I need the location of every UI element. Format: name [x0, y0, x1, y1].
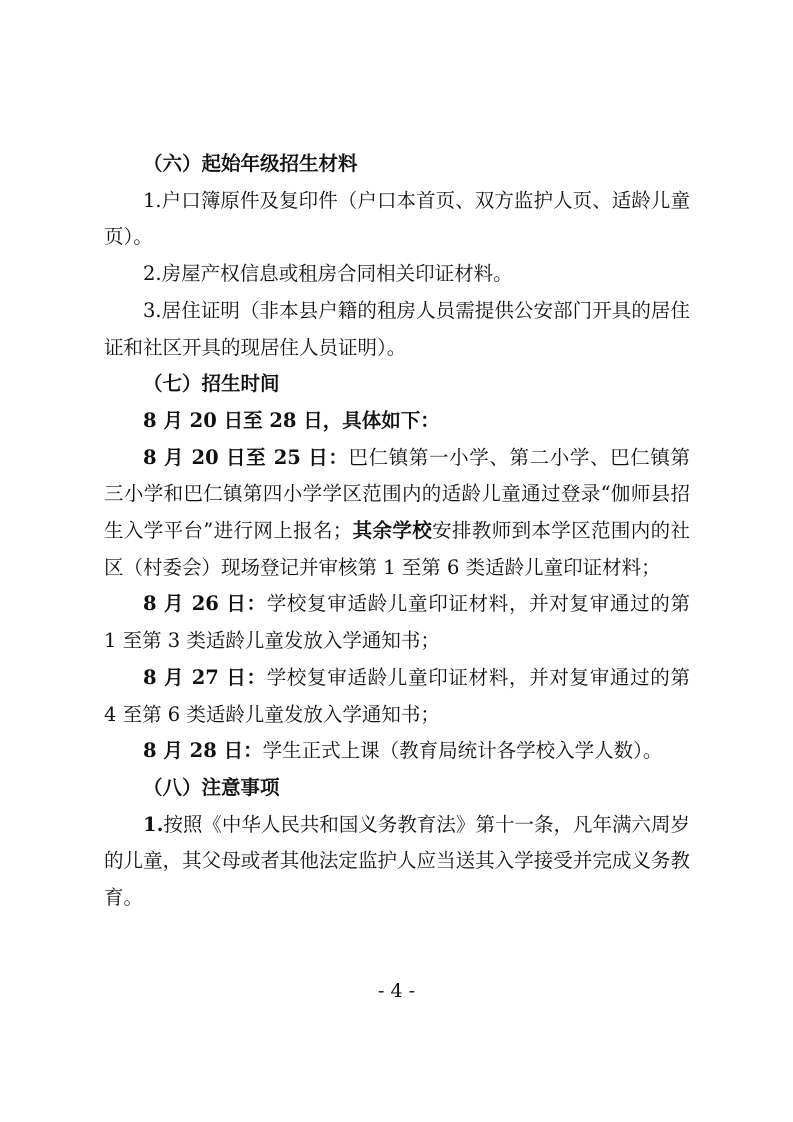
enrollment-period-2	[104, 586, 690, 659]
enrollment-period-1	[104, 440, 690, 587]
period-4-text: 学生正式上课（教育局统计各学校入学人数）。	[262, 739, 663, 763]
section-6-item-1: 1.户口簿原件及复印件（户口本首页、双方监护人页、适龄儿童页）。	[104, 188, 690, 249]
period-1-text-b: 安排教师到本学区范围内的社区（村委会）现场登记并审核第 1 至第 6 类适龄儿童印证材料；	[104, 519, 690, 579]
period-3-date: 8 月 27 日：	[143, 665, 267, 689]
period-2-text: 学校复审适龄儿童印证材料，并对复审通过的第 1 至第 3 类适龄儿童发放入学通知书；	[104, 592, 690, 653]
enrollment-period-3	[104, 660, 690, 733]
period-4-date: 8 月 28 日：	[143, 739, 263, 763]
section-8-item-1	[104, 807, 690, 917]
enrollment-period-summary: 8 月 20 日至 28 日，具体如下：	[143, 408, 440, 432]
section-6-heading: （六）起始年级招生材料	[143, 152, 358, 175]
section-6-item-2: 2.房屋产权信息或租房合同相关印证材料。	[143, 262, 513, 286]
section-7-heading: （七）招生时间	[143, 372, 280, 396]
section-8-item-1-number: 1.	[143, 812, 164, 836]
period-1-text-a: 巴仁镇第一小学、第二小学、巴仁镇第三小学和巴仁镇第四小学学区范围内的适龄儿童通过登录“伽师县招生入学平台”进行网上报名；	[104, 445, 690, 543]
period-2-date: 8 月 26 日：	[143, 592, 267, 616]
section-8-heading: （八）注意事项	[143, 775, 280, 799]
document-body	[104, 146, 690, 917]
period-1-emphasis: 其余学校	[352, 519, 433, 543]
period-3-text: 学校复审适龄儿童印证材料，并对复审通过的第 4 至第 6 类适龄儿童发放入学通知书；	[104, 665, 690, 726]
section-8-item-1-text: 按照《中华人民共和国义务教育法》第十一条，凡年满六周岁的儿童，其父母或者其他法定监护人应当送其入学接受并完成义务教育。	[104, 812, 690, 910]
enrollment-period-4	[104, 733, 690, 770]
page-number: - 4 -	[377, 980, 415, 1002]
period-1-date: 8 月 20 日至 25 日：	[143, 445, 349, 469]
section-6-item-3: 3.居住证明（非本县户籍的租房人员需提供公安部门开具的居住证和社区开具的现居住人员证明）。	[104, 298, 690, 359]
